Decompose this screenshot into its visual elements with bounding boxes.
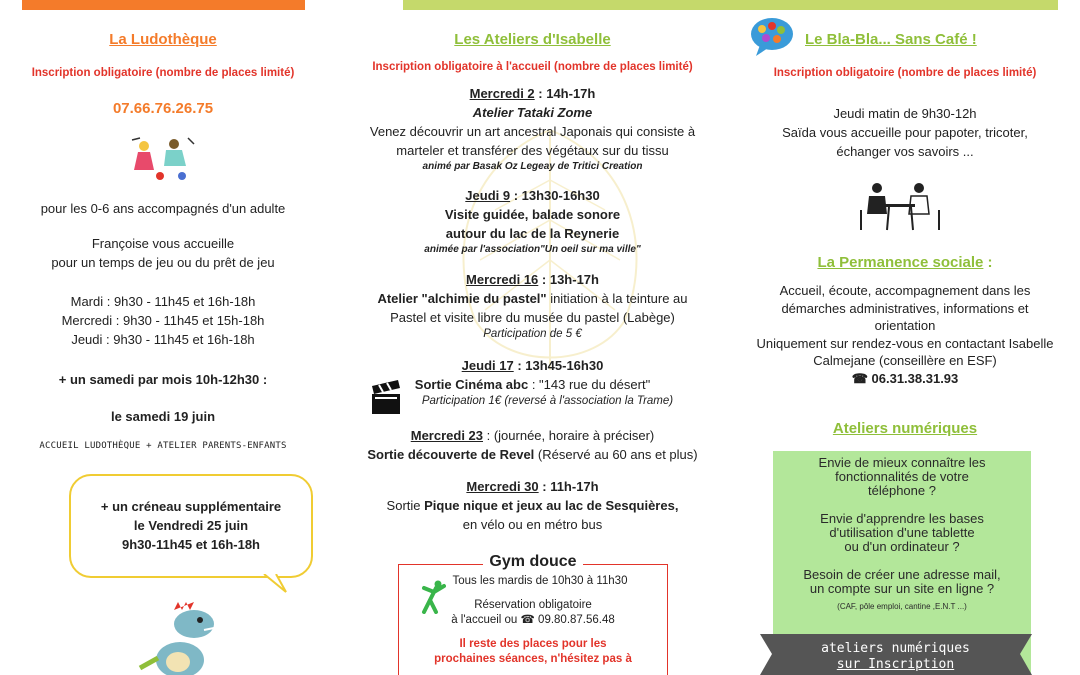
blabla-info <box>730 104 1080 161</box>
ludotheque-saturday-date: le samedi 19 juin <box>110 409 216 424</box>
host-line: Françoise vous accueille <box>91 236 235 251</box>
ateliers-column <box>360 0 705 675</box>
ateliers-registration-note: Inscription obligatoire à l'accueil (nombre de places limité) <box>372 61 693 73</box>
permanence-line: Calmejane (conseillère en ESF) <box>813 353 997 369</box>
permanence-phone: ☎ 06.31.38.31.93 <box>851 370 959 386</box>
event-sortie-cinema <box>360 356 705 409</box>
question-line: un compte sur un site en ligne ? <box>809 581 995 596</box>
kids-playing-illustration <box>130 136 196 184</box>
event-time: : 11h-17h <box>538 479 599 494</box>
gym-douce-title: Gym douce <box>483 553 582 571</box>
gym-warning: prochaines séances, n'hésitez pas à <box>434 653 632 665</box>
gym-warning: Il reste des places pour les <box>459 638 607 650</box>
meeting-illustration <box>857 180 943 232</box>
gym-douce-text <box>398 574 668 667</box>
ludotheque-title: La Ludothèque <box>109 31 217 48</box>
event-description: Venez découvrir un art ancestral Japonais qui consiste à <box>369 124 696 139</box>
event-name: Atelier "alchimie du pastel" <box>377 291 547 306</box>
gym-title-wrap <box>398 553 668 571</box>
blabla-line: Saïda vous accueille pour papoter, tricoter, <box>782 125 1028 140</box>
question-line: fonctionnalités de votre <box>835 469 969 484</box>
event-description: marteler et transférer des végétaux sur du tissu <box>396 143 669 158</box>
event-line: (Réservé au 60 ans et plus) <box>534 447 698 462</box>
event-credit: animé par Basak Oz Legeay de Tritici Creation <box>422 161 643 172</box>
blabla-line: Jeudi matin de 9h30-12h <box>833 106 977 121</box>
ludotheque-phone: 07.66.76.26.75 <box>112 100 214 117</box>
blabla-registration-note: Inscription obligatoire (nombre de places limité) <box>773 67 1037 79</box>
ribbon-line: ateliers numériques <box>821 641 970 656</box>
ribbon-line: sur Inscription <box>836 657 955 672</box>
speech-bubble-text <box>69 497 313 554</box>
gym-line: Tous les mardis de 10h30 à 11h30 <box>452 575 628 587</box>
event-visite-guidee <box>360 186 705 256</box>
permanence-line: orientation <box>874 318 936 334</box>
event-price: Participation de 5 € <box>483 328 582 340</box>
ludotheque-activity: ACCUEIL LUDOTHÈQUE + ATELIER PARENTS-ENFANTS <box>39 441 287 451</box>
event-line: Pique nique et jeux au lac de Sesquières, <box>424 498 679 513</box>
event-line: en vélo ou en métro bus <box>462 517 603 532</box>
event-time: : (journée, horaire à préciser) <box>483 428 655 443</box>
event-day: Mercredi 2 <box>469 86 535 101</box>
event-line: autour du lac de la Reynerie <box>445 226 620 241</box>
numerique-ribbon-text <box>773 641 1018 673</box>
dinosaur-illustration <box>130 598 226 675</box>
event-time: : 13h45-16h30 <box>513 358 604 373</box>
ateliers-numeriques-text <box>773 456 1031 612</box>
ludotheque-registration-note: Inscription obligatoire (nombre de places limité) <box>31 67 295 79</box>
schedule-line: Mardi : 9h30 - 11h45 et 16h-18h <box>70 294 256 309</box>
schedule-line: Mercredi : 9h30 - 11h45 et 15h-18h <box>61 313 265 328</box>
event-description: initiation à la teinture au <box>546 291 688 306</box>
question-line: téléphone ? <box>868 483 936 498</box>
host-line: pour un temps de jeu ou du prêt de jeu <box>51 255 275 270</box>
event-day: Jeudi 17 <box>461 358 514 373</box>
permanence-info <box>730 282 1080 388</box>
question-line: Envie d'apprendre les bases <box>820 511 984 526</box>
ateliers-title: Les Ateliers d'Isabelle <box>454 31 611 48</box>
blabla-column <box>730 0 1080 675</box>
event-prefix: Sortie <box>386 498 425 513</box>
event-film: : "143 rue du désert" <box>528 377 651 392</box>
question-line: Besoin de créer une adresse mail, <box>803 567 1001 582</box>
event-description: Pastel et visite libre du musée du pastel (Labège) <box>390 310 675 325</box>
ludotheque-saturday: + un samedi par mois 10h-12h30 : <box>58 372 268 387</box>
speech-bubble-tail <box>262 574 288 594</box>
permanence-line: démarches administratives, informations et <box>781 300 1029 316</box>
bubble-line: + un créneau supplémentaire <box>100 499 282 514</box>
event-name: Sortie Cinéma abc <box>414 377 529 392</box>
event-day: Mercredi 16 <box>466 272 539 287</box>
event-price: Participation 1€ (reversé à l'association la Trame) <box>421 395 674 407</box>
gym-line: à l'accueil ou ☎ 09.80.87.56.48 <box>451 614 615 626</box>
permanence-line: Uniquement sur rendez-vous en contactant Isabelle <box>756 335 1054 351</box>
event-credit: animée par l'association"Un oeil sur ma ville" <box>424 244 641 255</box>
question-line: d'utilisation d'une tablette <box>829 525 975 540</box>
chat-bubble-icon <box>750 17 794 57</box>
event-sortie-revel <box>360 426 705 464</box>
examples-note: (CAF, pôle emploi, cantine ,E.N.T ...) <box>837 602 967 611</box>
ludotheque-host-info <box>0 234 326 272</box>
question-line: ou d'un ordinateur ? <box>844 539 960 554</box>
permanence-line: Accueil, écoute, accompagnement dans les <box>779 283 1031 298</box>
event-tataki-zome <box>360 84 705 173</box>
event-pique-nique <box>360 477 705 534</box>
event-name: Atelier Tataki Zome <box>472 105 593 120</box>
event-alchimie-pastel <box>360 270 705 342</box>
gym-line: Réservation obligatoire <box>474 599 592 611</box>
blabla-line: échanger vos savoirs ... <box>836 144 974 159</box>
event-day: Jeudi 9 <box>465 188 511 203</box>
permanence-title: La Permanence sociale <box>817 254 984 271</box>
question-line: Envie de mieux connaître les <box>818 455 986 470</box>
blabla-title: Le Bla-Bla... Sans Café ! <box>805 31 977 48</box>
schedule-line: Jeudi : 9h30 - 11h45 et 16h-18h <box>71 332 255 347</box>
event-line: Visite guidée, balade sonore <box>444 207 621 222</box>
ludotheque-schedule <box>0 292 326 349</box>
event-time: : 13h-17h <box>538 272 599 287</box>
permanence-title-row <box>730 254 1080 272</box>
event-time: : 13h30-16h30 <box>510 188 600 203</box>
bubble-line: le Vendredi 25 juin <box>133 518 249 533</box>
event-time: : 14h-17h <box>534 86 596 101</box>
permanence-title-suffix: : <box>983 254 993 271</box>
ludotheque-column <box>0 0 326 675</box>
event-day: Mercredi 30 <box>466 479 539 494</box>
event-day: Mercredi 23 <box>410 428 483 443</box>
ateliers-numeriques-title: Ateliers numériques <box>832 420 978 437</box>
bubble-line: 9h30-11h45 et 16h-18h <box>121 537 261 552</box>
ludotheque-age-info: pour les 0-6 ans accompagnés d'un adulte <box>40 201 286 216</box>
event-line: Sortie découverte de Revel <box>367 447 535 462</box>
